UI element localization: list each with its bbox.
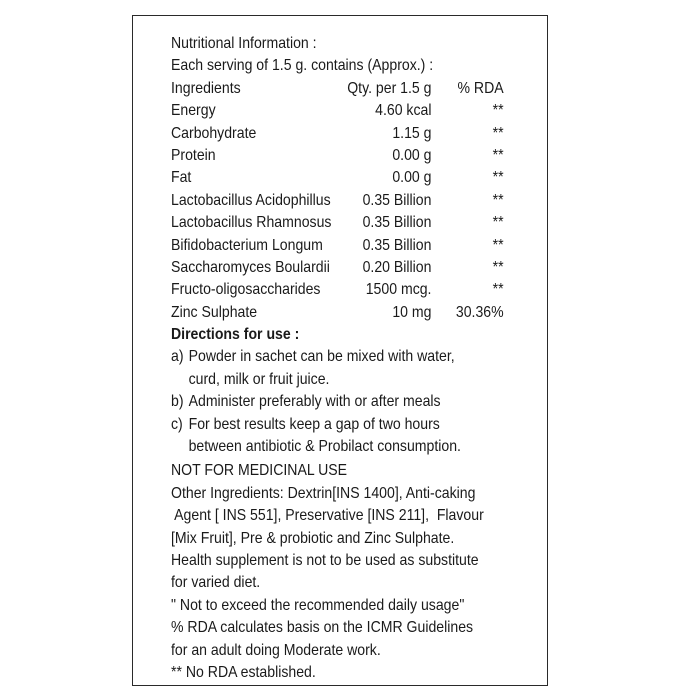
direction-marker: a)	[171, 348, 184, 366]
direction-item-b	[171, 391, 531, 413]
directions-title: Directions for use :	[171, 326, 300, 344]
table-row	[171, 212, 531, 234]
row-rda: **	[492, 102, 504, 120]
row-qty: 0.20 Billion	[362, 258, 432, 276]
row-name: Saccharomyces Boulardii	[171, 258, 330, 276]
row-qty: 0.35 Billion	[362, 236, 432, 254]
table-row	[171, 235, 531, 257]
row-rda: **	[492, 146, 504, 164]
table-row	[171, 123, 531, 145]
row-rda: **	[492, 214, 504, 232]
row-qty: 1500 mcg.	[365, 281, 432, 299]
row-rda: **	[492, 124, 504, 142]
serving-text: Each serving of 1.5 g. contains (Approx.) :	[171, 57, 434, 75]
other-ingredients: [Mix Fruit], Pre & probiotic and Zinc Sulphate.	[171, 529, 455, 547]
direction-item-c	[171, 414, 531, 436]
direction-text: Powder in sachet can be mixed with water,	[188, 348, 455, 366]
nutrition-title: Nutritional Information :	[171, 35, 317, 52]
row-name: Bifidobacterium Longum	[171, 236, 323, 254]
table-row	[171, 145, 531, 167]
table-row	[171, 279, 531, 301]
row-name: Protein	[171, 146, 216, 164]
rda-basis-note: % RDA calculates basis on the ICMR Guidelines	[171, 619, 474, 637]
direction-marker: c)	[171, 415, 183, 433]
row-rda: **	[492, 191, 504, 209]
direction-marker: b)	[171, 393, 184, 411]
row-rda: 30.36%	[455, 303, 504, 321]
table-row	[171, 167, 531, 189]
not-medicinal-notice: NOT FOR MEDICINAL USE	[171, 462, 348, 480]
direction-text-cont: curd, milk or fruit juice.	[188, 370, 330, 388]
row-qty: 0.00 g	[392, 146, 432, 164]
no-rda-note: ** No RDA established.	[171, 663, 316, 681]
table-row	[171, 190, 531, 212]
row-name: Energy	[171, 102, 216, 120]
table-row	[171, 302, 531, 324]
usage-warning: " Not to exceed the recommended daily usage"	[171, 596, 465, 614]
health-supplement-note: Health supplement is not to be used as substitute	[171, 552, 479, 569]
nutrition-table-header	[171, 78, 531, 100]
rda-basis-note: for an adult doing Moderate work.	[171, 641, 381, 659]
row-name: Carbohydrate	[171, 124, 257, 142]
row-name: Zinc Sulphate	[171, 303, 258, 321]
row-rda: **	[492, 281, 504, 299]
table-row	[171, 257, 531, 279]
health-supplement-note: for varied diet.	[171, 574, 261, 592]
row-qty: 4.60 kcal	[375, 102, 432, 120]
direction-text: Administer preferably with or after meals	[188, 393, 441, 411]
row-qty: 0.35 Billion	[362, 191, 432, 209]
header-rda: % RDA	[457, 79, 504, 97]
direction-text: For best results keep a gap of two hours	[188, 415, 440, 433]
row-rda: **	[492, 258, 504, 276]
table-row	[171, 100, 531, 122]
row-qty: 0.35 Billion	[362, 214, 432, 232]
label-content	[171, 33, 531, 684]
row-name: Lactobacillus Rhamnosus	[171, 214, 332, 232]
row-name: Fat	[171, 169, 192, 187]
row-qty: 1.15 g	[392, 124, 432, 142]
row-name: Lactobacillus Acidophillus	[171, 191, 331, 209]
direction-item-a	[171, 346, 531, 368]
row-rda: **	[492, 236, 504, 254]
header-ingredients: Ingredients	[171, 79, 241, 97]
other-ingredients: Other Ingredients: Dextrin[INS 1400], Anti-caking	[171, 484, 476, 502]
row-rda: **	[492, 169, 504, 187]
row-qty: 0.00 g	[392, 169, 432, 187]
nutrition-table	[171, 100, 531, 324]
row-name: Fructo-oligosaccharides	[171, 281, 321, 299]
other-ingredients: Agent [ INS 551], Preservative [INS 211], Flavour	[171, 507, 484, 525]
row-qty: 10 mg	[392, 303, 432, 321]
header-qty: Qty. per 1.5 g	[347, 79, 432, 97]
direction-text-cont: between antibiotic & Probilact consumption.	[188, 438, 461, 456]
